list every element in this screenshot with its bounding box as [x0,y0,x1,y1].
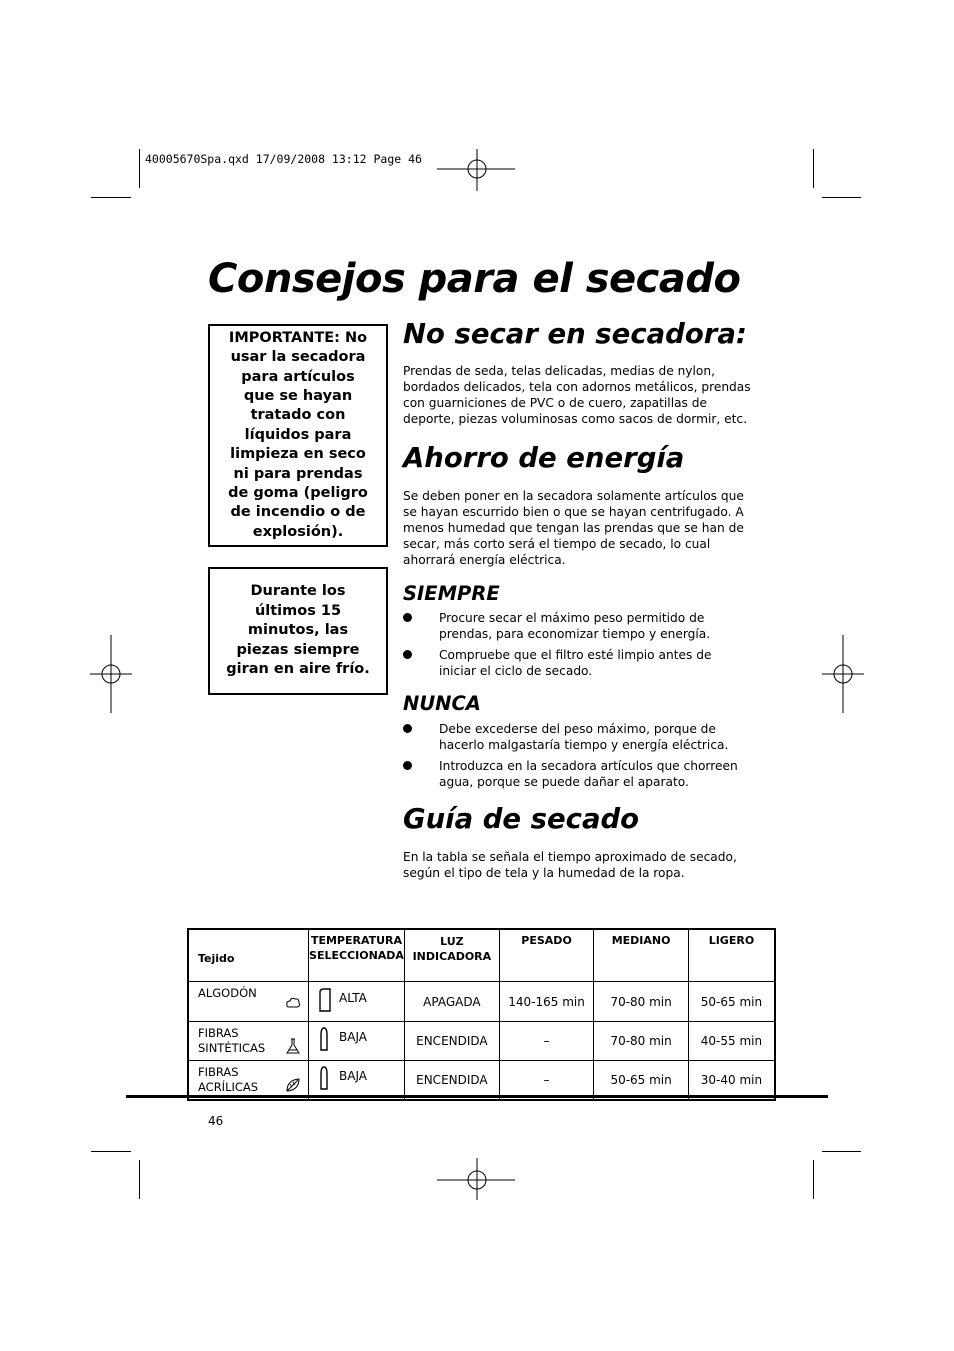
page-number: 46 [208,1114,224,1128]
bullet-icon [403,650,412,659]
heading-guia: Guía de secado [403,803,640,835]
mediano-cell: 50-65 min [594,1061,689,1101]
temperature-cell: BAJA [309,1022,405,1061]
important-notice-text: IMPORTANTE: No usar la secadora para artículos que se hayan tratado con líquidos para limpieza en seco ni para prendas de goma (peligro de incendio o de explosión). [228,329,368,540]
indicator-cell: ENCENDIDA [404,1022,499,1061]
list-item: Introduzca en la secadora artículos que chorreen agua, porque se puede dañar el aparato. [403,758,748,790]
indicator-cell: APAGADA [404,982,499,1022]
thermometer-low-icon [318,1066,332,1090]
table-row [188,1022,775,1061]
thermometer-low-icon [318,1027,332,1051]
pesado-cell: 140-165 min [499,982,594,1022]
pesado-cell: – [499,1022,594,1061]
synthetic-flask-icon [284,1037,302,1055]
important-notice-box [208,324,388,547]
ligero-cell: 50-65 min [688,982,775,1022]
heading-no-secar: No secar en secadora: [403,318,747,350]
header-temperatura: TEMPERATURA SELECCIONADA [309,929,405,982]
temperature-cell: ALTA [309,982,405,1022]
heading-ahorro: Ahorro de energía [403,442,685,474]
table-row [188,982,775,1022]
footer-rule [126,1095,828,1098]
text-guia: En la tabla se señala el tiempo aproximado de secado, según el tipo de tela y la humedad de la ropa. [403,850,737,880]
registration-mark-left-icon [90,635,132,713]
header-pesado: PESADO [499,929,594,982]
fabric-cell: FIBRAS ACRÍLICAS [188,1061,309,1101]
list-item: Compruebe que el filtro esté limpio antes de iniciar el ciclo de secado. [403,647,748,679]
indicator-cell: ENCENDIDA [404,1061,499,1101]
siempre-list [403,610,748,684]
fabric-cell: FIBRAS SINTÉTICAS [188,1022,309,1061]
bullet-icon [403,724,412,733]
text-ahorro: Se deben poner en la secadora solamente artículos que se hayan escurrido bien o que se hayan centrifugado. A menos humedad que tengan las prendas que se han de secar, más corto será el tiempo de secado, lo cual ahorrará energía eléctrica. [403,489,744,567]
ligero-cell: 40-55 min [688,1022,775,1061]
temperature-cell: BAJA [309,1061,405,1101]
cotton-icon [284,994,302,1012]
bullet-icon [403,613,412,622]
cool-down-notice-box [208,567,388,695]
mediano-cell: 70-80 min [594,982,689,1022]
file-slug: 40005670Spa.qxd 17/09/2008 13:12 Page 46 [145,152,422,166]
registration-mark-bottom-icon [437,1158,517,1200]
header-tejido: Tejido [188,929,309,982]
table-header-row [188,929,775,982]
pesado-cell: – [499,1061,594,1101]
header-luz: LUZ INDICADORA [404,929,499,982]
acrylic-leaf-icon [284,1076,302,1094]
header-mediano: MEDIANO [594,929,689,982]
ligero-cell: 30-40 min [688,1061,775,1101]
drying-guide-table [187,928,776,1101]
text-no-secar: Prendas de seda, telas delicadas, medias de nylon, bordados delicados, tela con adornos metálicos, prendas con guarniciones de PVC o de cuero, zapatillas de deporte, piezas voluminosas como sacos de dormir, etc. [403,364,751,426]
cool-down-notice-text: Durante los últimos 15 minutos, las piezas siempre giran en aire frío. [226,583,370,678]
registration-mark-top-icon [437,149,517,191]
registration-mark-right-icon [822,635,864,713]
fabric-cell: ALGODÓN [188,982,309,1022]
list-item: Procure secar el máximo peso permitido de prendas, para economizar tiempo y energía. [403,610,748,642]
page-title: Consejos para el secado [208,256,741,302]
thermometer-high-icon [318,988,332,1012]
heading-siempre: SIEMPRE [403,582,500,605]
bullet-icon [403,761,412,770]
heading-nunca: NUNCA [403,692,481,715]
list-item: Debe excederse del peso máximo, porque de hacerlo malgastaría tiempo y energía eléctrica. [403,721,748,753]
mediano-cell: 70-80 min [594,1022,689,1061]
nunca-list [403,721,748,795]
header-ligero: LIGERO [688,929,775,982]
